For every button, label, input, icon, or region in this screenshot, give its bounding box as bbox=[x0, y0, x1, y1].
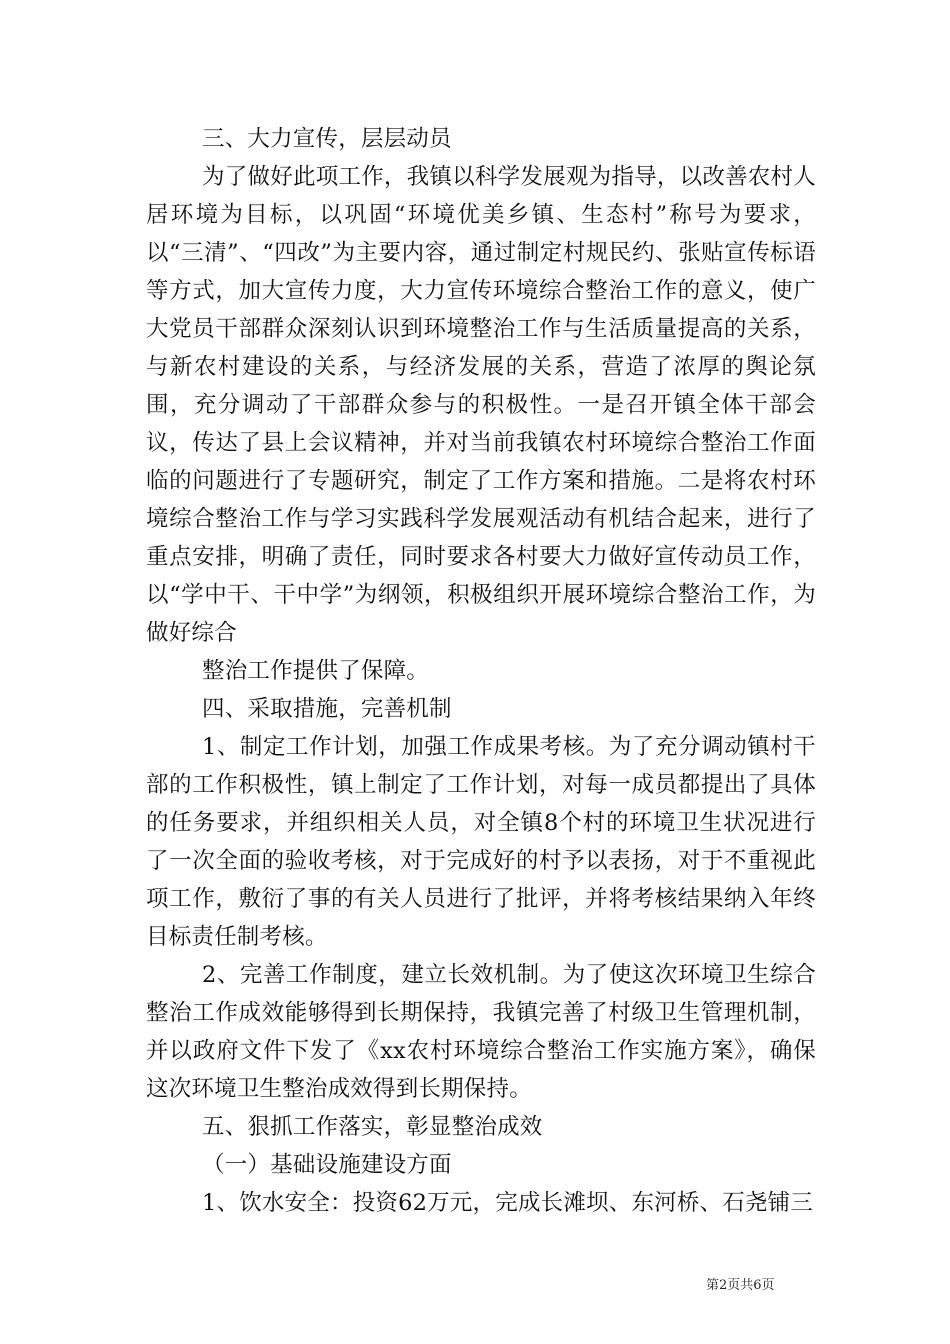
section-heading-4: 四、采取措施，完善机制 bbox=[202, 696, 452, 722]
paragraph-publicity: 为了做好此项工作，我镇以科学发展观为指导，以改善农村人居环境为目标，以巩固“环境优美乡镇、生态村”称号为要求，以“三清”、“四改”为主要内容，通过制定村规民约、张贴宣传标语等方式，加大宣传力度，大力宣传环境综合整治工作的意义，使广大党员干部群众深刻认识到环境整治工作与生活质量提高的关系，与新农村建设的关系，与经济发展的关系，营造了浓厚的舆论氛围，充分调动了干部群众参与的积极性。一是召开镇全体干部会议，传达了县上会议精神，并对当前我镇农村环境综合整治工作面临的问题进行了专题研究，制定了工作方案和措施。二是将农村环境综合整治工作与学习实践科学发展观活动有机结合起来，进行了重点安排，明确了责任，同时要求各村要大力做好宣传动员工作，以“学中干、干中学”为纲领，积极组织开展环境综合整治工作，为做好综合 bbox=[146, 164, 816, 646]
paragraph-work-system: 2、完善工作制度，建立长效机制。为了使这次环境卫生综合整治工作成效能够得到长期保持，我镇完善了村级卫生管理机制，并以政府文件下发了《xx农村环境综合整治工作实施方案》，确保这次环境卫生整治成效得到长期保持。 bbox=[146, 962, 816, 1102]
section-heading-3: 三、大力宣传，层层动员 bbox=[202, 126, 452, 152]
section-heading-5: 五、狠抓工作落实，彰显整治成效 bbox=[202, 1114, 543, 1140]
paragraph-continuation: 整治工作提供了保障。 bbox=[202, 658, 430, 684]
subsection-heading-infrastructure: （一）基础设施建设方面 bbox=[202, 1152, 452, 1178]
paragraph-drinking-water: 1、饮水安全：投资62万元，完成长滩坝、东河桥、石尧铺三 bbox=[202, 1190, 814, 1216]
document-body bbox=[146, 120, 816, 1222]
page-number-footer: 第2页共6页 bbox=[706, 1278, 775, 1293]
paragraph-work-plan: 1、制定工作计划，加强工作成果考核。为了充分调动镇村干部的工作积极性，镇上制定了工作计划，对每一成员都提出了具体的任务要求，并组织相关人员，对全镇8个村的环境卫生状况进行了一次全面的验收考核，对于完成好的村予以表扬，对于不重视此项工作，敷衍了事的有关人员进行了批评，并将考核结果纳入年终目标责任制考核。 bbox=[146, 734, 816, 950]
